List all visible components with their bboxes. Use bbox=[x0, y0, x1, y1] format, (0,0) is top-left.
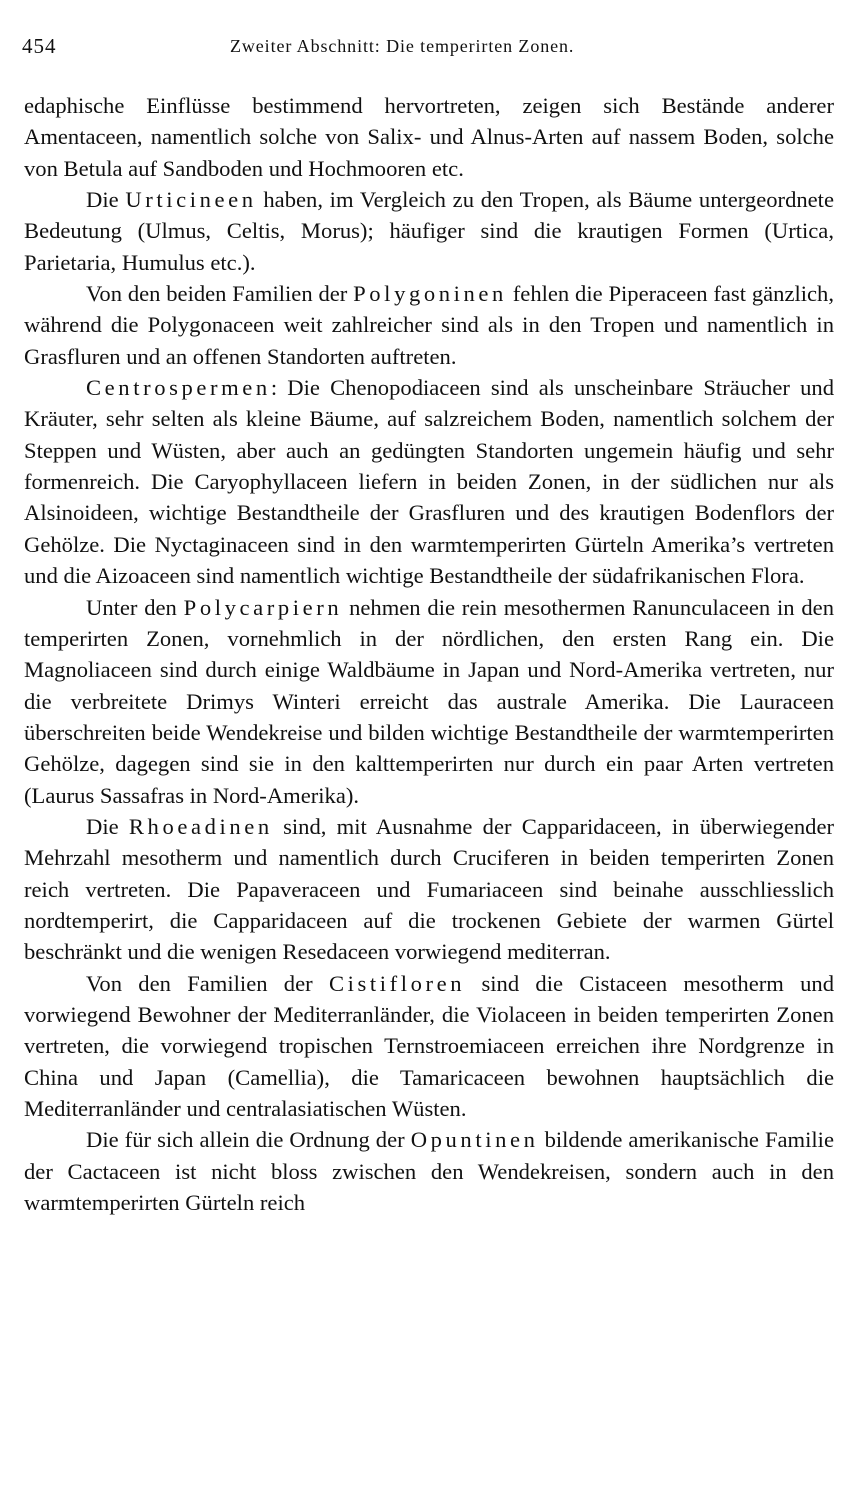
paragraph-text: Von den Familien der bbox=[86, 970, 329, 996]
spaced-term: Polygoninen bbox=[353, 281, 507, 307]
paragraph bbox=[24, 968, 834, 1125]
paragraph-text: sind die Cistaceen mesotherm und vorwiegend Bewohner der Mediterranländer, die Violaceen in beiden temperirten Zonen vertreten, die vorwiegend tropischen Ternstroemiaceen erreichen ihre Nordgrenze in China und Japan (Camellia), die Tamaricaceen bewohnen hauptsächlich die Mediterranländer und centralasiatischen Wüsten. bbox=[24, 970, 834, 1121]
spaced-term: Centrospermen bbox=[86, 375, 271, 401]
paragraph-text: edaphische Einflüsse bestimmend hervortreten, zeigen sich Bestände anderer Amentaceen, namentlich solche von Salix- und Alnus-Arten auf nassem Boden, solche von Betula auf Sandboden und Hochmooren etc. bbox=[24, 93, 834, 181]
spaced-term: Opuntinen bbox=[410, 1127, 539, 1153]
paragraph bbox=[24, 592, 834, 811]
paragraph-text: haben, im Vergleich zu den Tropen, als Bäume untergeordnete Bedeutung (Ulmus, Celtis, Morus); häufiger sind die krautigen Formen (Urtica, Parietaria, Humulus etc.). bbox=[24, 187, 834, 275]
paragraph-text: nehmen die rein mesothermen Ranunculaceen in den temperirten Zonen, vornehmlich in der nördlichen, den ersten Rang ein. Die Magnoliaceen sind durch einige Waldbäume in Japan und Nord-Amerika vertreten, nur die verbreitete Drimys Winteri erreicht das australe Amerika. Die Lauraceen überschreiten beide Wendekreise und bilden wichtige Bestandtheile der warmtemperirten Gehölze, dagegen sind sie in den kalttemperirten nur durch ein paar Arten vertreten (Laurus Sassafras in Nord-Amerika). bbox=[24, 594, 834, 808]
paragraph bbox=[24, 1124, 834, 1218]
paragraph bbox=[24, 278, 834, 372]
spaced-term: Rhoeadinen bbox=[128, 813, 273, 839]
paragraph-text: fehlen die Piperaceen fast gänzlich, während die Polygonaceen weit zahlreicher sind als in den Tropen und namentlich in Grasfluren und an offenen Standorten auftreten. bbox=[24, 281, 835, 369]
paragraph-text: Die bbox=[86, 187, 126, 213]
paragraph-text: Die für sich allein die Ordnung der bbox=[86, 1127, 411, 1153]
spaced-term: Urticineen bbox=[125, 187, 257, 213]
paragraph bbox=[24, 184, 834, 278]
running-head bbox=[22, 34, 834, 64]
spaced-term: Polycarpiern bbox=[183, 594, 343, 620]
paragraph-text: bildende amerikanische Familie der Cactaceen ist nicht bloss zwischen den Wendekreisen, sondern auch in den warmtemperirten Gürteln reich bbox=[24, 1127, 834, 1216]
paragraph-text: Die bbox=[86, 813, 129, 839]
paragraph bbox=[24, 372, 834, 591]
paragraph-text: sind, mit Ausnahme der Capparidaceen, in überwiegender Mehrzahl mesotherm und namentlich durch Cruciferen in beiden temperirten Zonen reich vertreten. Die Papaveraceen und Fumariaceen sind beinahe ausschliesslich nordtemperirt, die Capparidaceen auf die trockenen Gebiete der warmen Gürtel beschränkt und die wenigen Resedaceen vorwiegend mediterran. bbox=[24, 813, 834, 965]
spaced-term: Cistifloren bbox=[328, 970, 466, 996]
running-title: Zweiter Abschnitt: Die temperirten Zonen. bbox=[230, 36, 575, 56]
paragraph bbox=[24, 90, 834, 184]
paragraph-text: Von den beiden Familien der bbox=[86, 281, 354, 307]
paragraph-text: : Die Chenopodiaceen sind als unscheinbare Sträucher und Kräuter, sehr selten als kleine Bäume, auf salzreichem Boden, namentlich solchem der Steppen und Wüsten, aber auch an gedüngten Standorten ungemein häufig und sehr formenreich. Die Caryophyllaceen liefern in beiden Zonen, in der südlichen nur als Alsinoideen, wichtige Bestandtheile der Grasfluren und des krautigen Bodenflors der Gehölze. Die Nyctaginaceen sind in den warmtemperirten Gürteln Amerika’s vertreten und die Aizoaceen sind namentlich wichtige Bestandtheile der südafrikanischen Flora. bbox=[24, 375, 834, 589]
paragraph bbox=[24, 811, 834, 968]
body-text bbox=[24, 90, 834, 1218]
paragraph-text: Unter den bbox=[86, 594, 184, 620]
page-number: 454 bbox=[22, 34, 57, 58]
